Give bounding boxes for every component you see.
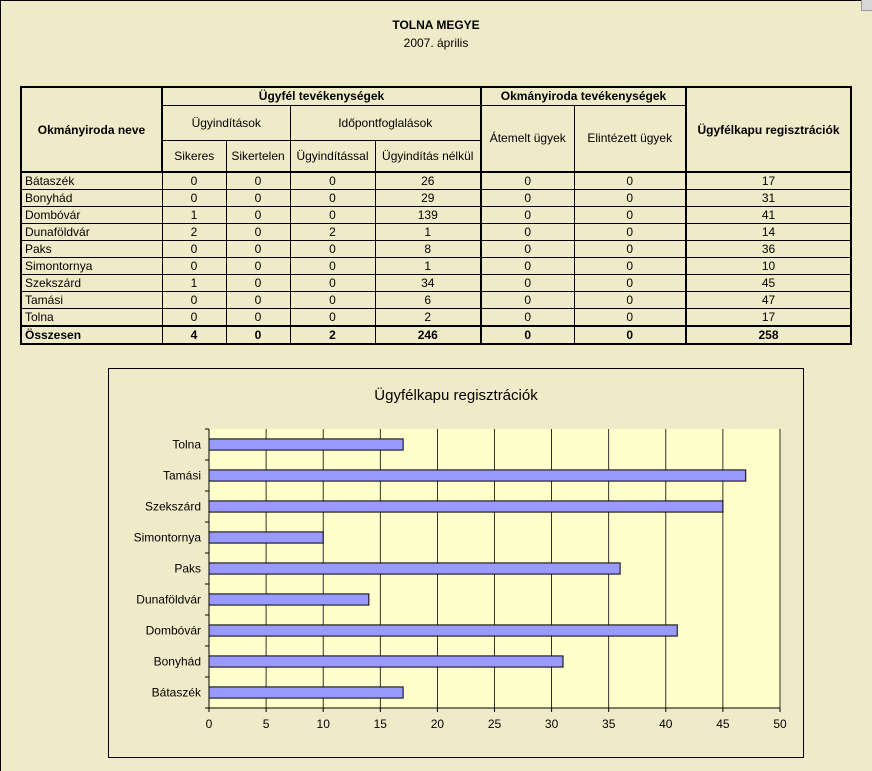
- bar: [209, 594, 369, 605]
- chart-container: [108, 368, 804, 758]
- y-category-label: Dunaföldvár: [136, 592, 201, 607]
- total-cell: 0: [481, 326, 574, 344]
- x-tick-label: 10: [316, 717, 330, 731]
- x-tick-label: 5: [262, 717, 270, 731]
- cell: 1: [375, 258, 481, 275]
- window-corner: [861, 0, 872, 11]
- cell: 0: [226, 309, 290, 327]
- row-name: Dombóvár: [21, 207, 162, 224]
- total-cell: 2: [290, 326, 375, 344]
- cell: 0: [481, 258, 574, 275]
- cell: 0: [226, 207, 290, 224]
- header-client-activities: Ügyfél tevékenységek: [162, 87, 481, 105]
- cell: 29: [375, 190, 481, 207]
- total-label: Összesen: [21, 326, 162, 344]
- x-tick-label: 30: [544, 717, 559, 731]
- cell: 0: [574, 224, 686, 241]
- cell: 2: [162, 224, 226, 241]
- cell: 0: [574, 275, 686, 292]
- report-title: TOLNA MEGYE: [392, 18, 480, 32]
- cell: 0: [226, 258, 290, 275]
- cell: 0: [226, 172, 290, 190]
- cell: 0: [574, 292, 686, 309]
- row-name: Tamási: [21, 292, 162, 309]
- cell: 0: [290, 292, 375, 309]
- cell: 0: [481, 309, 574, 327]
- total-cell: 4: [162, 326, 226, 344]
- bar: [209, 470, 746, 481]
- cell: 0: [162, 172, 226, 190]
- cell: 31: [686, 190, 851, 207]
- cell: 2: [290, 224, 375, 241]
- cell: 0: [574, 241, 686, 258]
- y-category-label: Tolna: [172, 437, 201, 452]
- row-name: Simontornya: [21, 258, 162, 275]
- cell: 0: [290, 207, 375, 224]
- cell: 0: [162, 190, 226, 207]
- table-total-row: [21, 326, 851, 344]
- total-cell: 246: [375, 326, 481, 344]
- cell: 0: [574, 172, 686, 190]
- cell: 0: [290, 172, 375, 190]
- x-tick-label: 40: [659, 717, 673, 731]
- cell: 0: [481, 292, 574, 309]
- x-tick-label: 0: [205, 717, 213, 731]
- cell: 0: [290, 258, 375, 275]
- cell: 1: [375, 224, 481, 241]
- y-category-label: Dombóvár: [145, 623, 201, 638]
- cell: 0: [226, 190, 290, 207]
- header-ugyinditassal: Ügyindítással: [290, 140, 375, 172]
- header-atemelt: Átemelt ügyek: [481, 105, 574, 172]
- y-category-label: Bátaszék: [151, 685, 201, 700]
- table-row: [21, 292, 851, 309]
- x-tick-label: 35: [602, 717, 616, 731]
- table-row: [21, 309, 851, 327]
- cell: 0: [226, 224, 290, 241]
- table-row: [21, 241, 851, 258]
- bar: [209, 656, 563, 667]
- cell: 0: [574, 207, 686, 224]
- cell: 0: [162, 292, 226, 309]
- cell: 1: [162, 275, 226, 292]
- cell: 47: [686, 292, 851, 309]
- bar: [209, 625, 677, 636]
- bar-chart: [109, 369, 803, 757]
- row-name: Tolna: [21, 309, 162, 327]
- header-idopontfoglalasok: Időpontfoglalások: [290, 105, 481, 140]
- cell: 0: [481, 172, 574, 190]
- cell: 0: [226, 275, 290, 292]
- cell: 0: [162, 258, 226, 275]
- cell: 0: [290, 275, 375, 292]
- cell: 17: [686, 309, 851, 327]
- header-sikertelen: Sikertelen: [226, 140, 290, 172]
- cell: 139: [375, 207, 481, 224]
- header-ugyinditasok: Ügyindítások: [162, 105, 290, 140]
- cell: 0: [574, 190, 686, 207]
- cell: 0: [226, 241, 290, 258]
- bar: [209, 563, 620, 574]
- total-cell: 0: [574, 326, 686, 344]
- cell: 0: [574, 309, 686, 327]
- x-tick-label: 45: [716, 717, 730, 731]
- bar: [209, 439, 403, 450]
- cell: 34: [375, 275, 481, 292]
- cell: 0: [481, 241, 574, 258]
- cell: 0: [481, 207, 574, 224]
- statistics-table: [20, 86, 852, 345]
- cell: 26: [375, 172, 481, 190]
- header-office-name: Okmányiroda neve: [21, 87, 162, 172]
- row-name: Paks: [21, 241, 162, 258]
- cell: 0: [290, 309, 375, 327]
- header-office-activities: Okmányiroda tevékenységek: [481, 87, 686, 105]
- bar: [209, 532, 323, 543]
- bar: [209, 501, 723, 512]
- bar: [209, 687, 403, 698]
- row-name: Dunaföldvár: [21, 224, 162, 241]
- cell: 14: [686, 224, 851, 241]
- y-category-label: Bonyhád: [153, 654, 201, 669]
- cell: 0: [481, 224, 574, 241]
- total-cell: 0: [226, 326, 290, 344]
- cell: 6: [375, 292, 481, 309]
- x-tick-label: 15: [373, 717, 387, 731]
- y-category-label: Simontornya: [133, 530, 201, 545]
- y-category-label: Tamási: [162, 468, 201, 483]
- cell: 41: [686, 207, 851, 224]
- cell: 45: [686, 275, 851, 292]
- cell: 0: [574, 258, 686, 275]
- cell: 2: [375, 309, 481, 327]
- total-cell: 258: [686, 326, 851, 344]
- cell: 0: [481, 275, 574, 292]
- cell: 0: [290, 190, 375, 207]
- cell: 0: [481, 190, 574, 207]
- x-tick-label: 25: [487, 717, 502, 731]
- cell: 17: [686, 172, 851, 190]
- report-subtitle: 2007. április: [403, 36, 469, 50]
- table-row: [21, 207, 851, 224]
- table-row: [21, 275, 851, 292]
- x-tick-label: 50: [773, 717, 787, 731]
- cell: 0: [162, 241, 226, 258]
- x-tick-label: 20: [430, 717, 445, 731]
- y-category-label: Paks: [174, 561, 201, 576]
- cell: 36: [686, 241, 851, 258]
- header-elintezett: Elintézett ügyek: [574, 105, 686, 172]
- header-sikeres: Sikeres: [162, 140, 226, 172]
- window-frame-left: [0, 0, 1, 771]
- cell: 0: [290, 241, 375, 258]
- cell: 0: [162, 309, 226, 327]
- header-ugyfelkapu: Ügyfélkapu regisztrációk: [686, 87, 851, 172]
- cell: 8: [375, 241, 481, 258]
- table-row: [21, 258, 851, 275]
- y-category-label: Szekszárd: [144, 499, 201, 514]
- header-ugyinditas-nelkul: Ügyindítás nélkül: [375, 140, 481, 172]
- table-row: [21, 224, 851, 241]
- row-name: Bonyhád: [21, 190, 162, 207]
- cell: 0: [226, 292, 290, 309]
- row-name: Szekszárd: [21, 275, 162, 292]
- table-row: [21, 172, 851, 190]
- chart-title: Ügyfélkapu regisztrációk: [374, 387, 538, 404]
- table-row: [21, 190, 851, 207]
- window-frame-top: [0, 0, 872, 1]
- cell: 1: [162, 207, 226, 224]
- row-name: Bátaszék: [21, 172, 162, 190]
- cell: 10: [686, 258, 851, 275]
